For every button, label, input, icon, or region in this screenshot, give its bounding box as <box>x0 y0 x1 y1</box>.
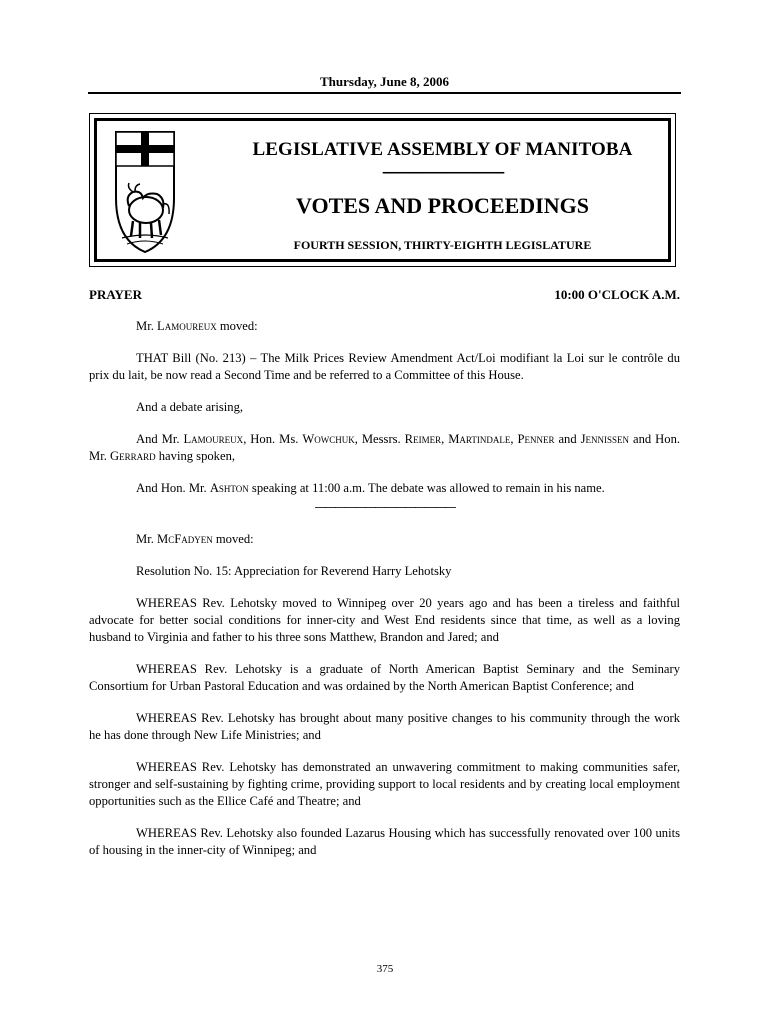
page-date: Thursday, June 8, 2006 <box>320 74 449 89</box>
page-number: 375 <box>376 963 394 975</box>
member-name: Ashton <box>209 481 249 495</box>
date-rule <box>88 92 681 94</box>
whereas-paragraph: WHEREAS Rev. Lehotsky has brought about many positive changes to his community through the work he has done through New Life Ministries; and <box>89 711 680 742</box>
title-separator: ——————————— <box>382 165 503 180</box>
member-name: Lamoureux <box>183 432 244 446</box>
speakers-paragraph: And Mr. Lamoureux, Hon. Ms. Wowchuk, Messrs. Reimer, Martindale, Penner and Jennissen and Hon. Mr. Gerrard having spoken, <box>89 432 681 463</box>
resolution-intro-paragraph: Mr. McFadyen moved: <box>136 532 254 546</box>
document-title: VOTES AND PROCEEDINGS <box>296 193 589 218</box>
prayer-label: PRAYER <box>89 287 142 302</box>
masthead-box <box>89 113 676 267</box>
section-separator: —————————————— <box>314 500 455 514</box>
whereas-paragraph: WHEREAS Rev. Lehotsky has demonstrated an unwavering commitment to making communities safer, stronger and self-sustaining by fighting crime, providing support to local residents and by creating local employment opportunities such as the Ellice Café and Theatre; and <box>89 760 680 808</box>
whereas-paragraph: WHEREAS Rev. Lehotsky moved to Winnipeg over 20 years ago and has been a tireless and faithful advocate for better social conditions for inner-city and West End residents since that time, as well as a loving husband to Virginia and father to his three sons Matthew, Brandon and Jared; and <box>89 596 680 644</box>
motion-intro-paragraph: Mr. Lamoureux moved: <box>136 319 258 333</box>
proceedings-body <box>89 318 680 874</box>
whereas-paragraph: WHEREAS Rev. Lehotsky also founded Lazarus Housing which has successfully renovated over 100 units of housing in the inner-city of Winnipeg; and <box>89 826 680 857</box>
masthead-inner-frame <box>94 118 671 262</box>
manitoba-coat-of-arms-icon <box>113 128 177 256</box>
member-name: McFadyen <box>157 532 213 546</box>
member-name: Martindale <box>448 432 511 446</box>
whereas-paragraph: WHEREAS Rev. Lehotsky is a graduate of North American Baptist Seminary and the Seminary Consortium for Urban Pastoral Education and was ordained by the North American Baptist Conference; and <box>89 662 680 693</box>
assembly-title: LEGISLATIVE ASSEMBLY OF MANITOBA <box>252 139 633 160</box>
resolution-title: Resolution No. 15: Appreciation for Reverend Harry Lehotsky <box>136 564 452 578</box>
member-name: Jennissen <box>580 432 630 446</box>
member-name: Wowchuk <box>302 432 355 446</box>
member-name: Penner <box>517 432 555 446</box>
session-subtitle: FOURTH SESSION, THIRTY-EIGHTH LEGISLATURE <box>293 238 592 252</box>
sitting-time: 10:00 O'CLOCK A.M. <box>554 287 680 302</box>
member-name: Lamoureux <box>157 319 217 333</box>
debate-arising-paragraph: And a debate arising, <box>136 400 244 414</box>
member-name: Gerrard <box>110 449 156 463</box>
debate-adjourned-paragraph: And Hon. Mr. Ashton speaking at 11:00 a.m. The debate was allowed to remain in his name. <box>136 481 605 495</box>
bill-motion-paragraph: THAT Bill (No. 213) – The Milk Prices Review Amendment Act/Loi modifiant la Loi sur le contrôle du prix du lait, be now read a Second Time and be referred to a Committee of this House. <box>89 351 680 382</box>
member-name: Reimer <box>404 432 442 446</box>
